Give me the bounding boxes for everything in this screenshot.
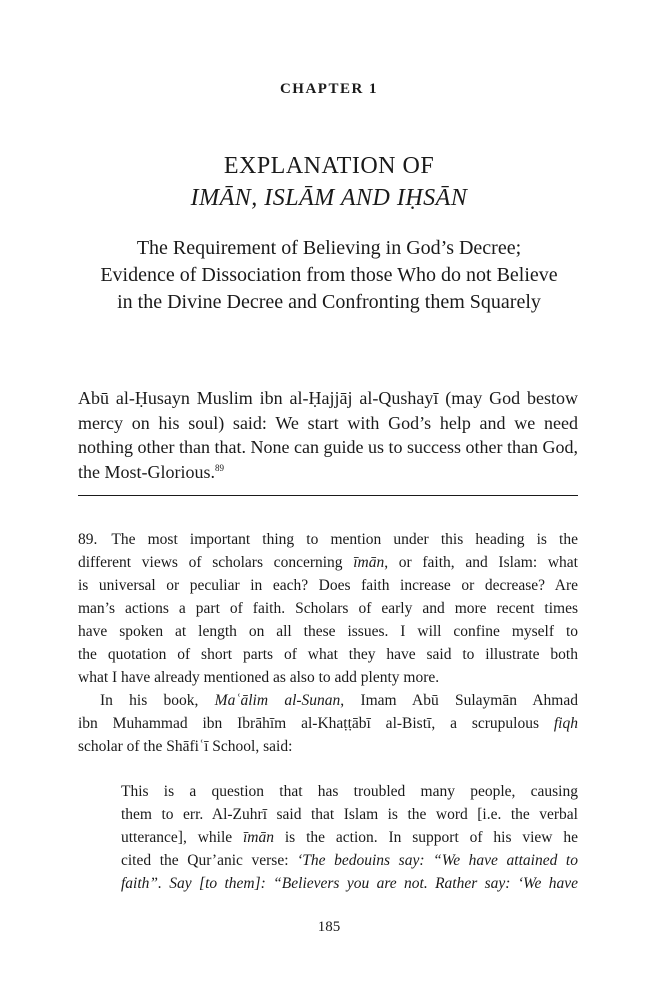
footnote-reference[interactable]: 89 bbox=[215, 462, 224, 473]
footnote-line: ibn Muhammad ibn Ibrāhīm al-Khaṭṭābī al-Bistī, a scrupulous fiqh bbox=[78, 715, 578, 732]
footnote-line: man’s actions a part of faith. Scholars of early and more recent times bbox=[78, 600, 578, 617]
footnote-divider bbox=[78, 495, 578, 496]
quote-line: cited the Qur’anic verse: ‘The bedouins say: “We have attained to bbox=[121, 852, 578, 869]
footnote-line: In his book, Maʿālim al-Sunan, Imam Abū Sulaymān Ahmad bbox=[100, 692, 578, 709]
main-paragraph-text: Abū al-Ḥusayn Muslim ibn al-Ḥajjāj al-Qushayī (may God bestow mercy on his soul) said: We start with God’s help and we need nothing other than that. None can guide us to success other than God, the Most-Glorious. bbox=[78, 388, 578, 482]
footnote-number: 89. bbox=[78, 531, 98, 548]
footnote-line: have spoken at length on all these issues. I will confine myself to bbox=[78, 623, 578, 640]
quote-line: faith”. Say [to them]: “Believers you are not. Rather say: ‘We have bbox=[121, 875, 578, 892]
footnote-line: the quotation of short parts of what they have said to illustrate both bbox=[78, 646, 578, 663]
page-number: 185 bbox=[317, 919, 341, 935]
footnote-line: 89. The most important thing to mention under this heading is the bbox=[78, 531, 578, 548]
chapter-title bbox=[0, 150, 658, 214]
chapter-label: CHAPTER 1 bbox=[279, 81, 379, 97]
footnote-89 bbox=[78, 528, 578, 758]
footnote-line: different views of scholars concerning īmān, or faith, and Islam: what bbox=[78, 554, 578, 571]
footnote-line: scholar of the Shāfiʿī School, said: bbox=[78, 738, 293, 755]
main-paragraph bbox=[78, 386, 578, 484]
chapter-title-line-1: EXPLANATION OF bbox=[223, 153, 435, 179]
chapter-title-line-2: IMĀN, ISLĀM AND IḤSĀN bbox=[190, 185, 468, 211]
subtitle-line: Evidence of Dissociation from those Who do not Believe bbox=[100, 264, 558, 286]
subtitle-line: in the Divine Decree and Confronting them Squarely bbox=[117, 291, 541, 313]
chapter-subtitle bbox=[60, 235, 598, 316]
footnote-line: what I have already mentioned as also to add plenty more. bbox=[78, 669, 440, 686]
footnote-line: is universal or peculiar in each? Does faith increase or decrease? Are bbox=[78, 577, 578, 594]
quote-line: This is a question that has troubled many people, causing bbox=[121, 783, 578, 800]
subtitle-line: The Requirement of Believing in God’s Decree; bbox=[136, 237, 522, 259]
quote-line: them to err. Al-Zuhrī said that Islam is the word [i.e. the verbal bbox=[121, 806, 578, 823]
block-quote bbox=[121, 780, 578, 895]
quote-line: utterance], while īmān is the action. In support of his view he bbox=[121, 829, 578, 846]
